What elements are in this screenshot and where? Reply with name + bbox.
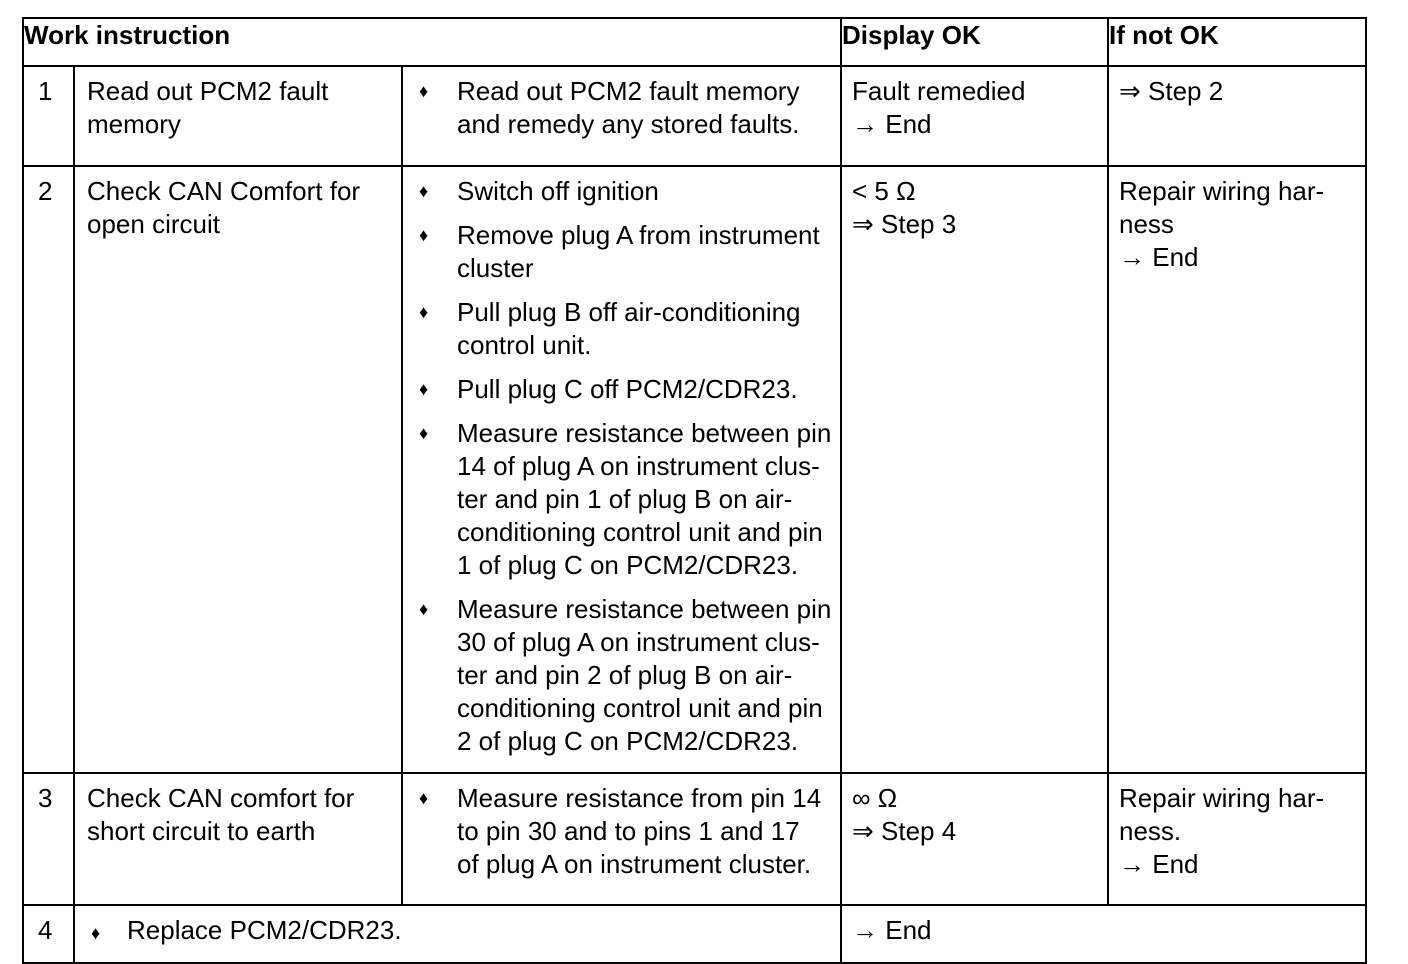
bullet-icon: ♦ — [419, 181, 429, 201]
header-if-not-ok: If not OK — [1108, 18, 1366, 66]
table-row — [23, 66, 1366, 166]
step-actions — [402, 773, 841, 905]
list-item: ♦ Pull plug C off PCM2/CDR23. — [415, 373, 832, 406]
list-item: ♦ Remove plug A from instrument cluster — [415, 219, 832, 285]
display-ok-cell: Fault remedied → End — [841, 66, 1108, 166]
if-not-ok-cell: Repair wiring har- ness. → End — [1108, 773, 1366, 905]
list-item: ♦ Measure resistance from pin 14 to pin 30 and to pins 1 and 17 of plug A on instrument cluster. — [415, 782, 832, 881]
bullet-icon: ♦ — [419, 302, 429, 322]
bullet-icon: ♦ — [91, 923, 101, 943]
step-description: Read out PCM2 fault memory — [74, 66, 402, 166]
bullet-icon: ♦ — [419, 379, 429, 399]
step-text: Replace PCM2/CDR23. — [127, 915, 402, 945]
table-row — [23, 166, 1366, 773]
step-number: 1 — [23, 66, 74, 166]
step-number: 3 — [23, 773, 74, 905]
header-row — [23, 18, 1366, 66]
step-description: Check CAN Comfort for open circuit — [74, 166, 402, 773]
bullet-icon: ♦ — [419, 599, 429, 619]
bullet-icon: ♦ — [419, 225, 429, 245]
bullet-icon: ♦ — [419, 788, 429, 808]
list-item: ♦ Pull plug B off air-conditioning control unit. — [415, 296, 832, 362]
list-item: ♦ Read out PCM2 fault memory and remedy any stored faults. — [415, 75, 832, 141]
list-item: ♦ Measure resistance between pin 14 of plug A on instrument clus- ter and pin 1 of plug B on air- conditioning control unit and pin 1 of plug C on PCM2/CDR23. — [415, 417, 832, 582]
work-instruction-table — [22, 17, 1367, 964]
step-number: 4 — [23, 905, 74, 963]
list-item: ♦ Switch off ignition — [415, 175, 832, 208]
display-ok-cell: → End — [841, 905, 1366, 963]
list-item: ♦ Measure resistance between pin 30 of plug A on instrument clus- ter and pin 2 of plug B on air- conditioning control unit and pin 2 of plug C on PCM2/CDR23. — [415, 593, 832, 758]
step-actions — [402, 166, 841, 773]
bullet-icon: ♦ — [419, 423, 429, 443]
table-row — [23, 905, 1366, 963]
if-not-ok-cell: ⇒ Step 2 — [1108, 66, 1366, 166]
table-row — [23, 773, 1366, 905]
display-ok-cell: ∞ Ω ⇒ Step 4 — [841, 773, 1108, 905]
bullet-icon: ♦ — [419, 81, 429, 101]
header-display-ok: Display OK — [841, 18, 1108, 66]
display-ok-cell: < 5 Ω ⇒ Step 3 — [841, 166, 1108, 773]
if-not-ok-cell: Repair wiring har- ness → End — [1108, 166, 1366, 773]
step-actions — [402, 66, 841, 166]
step-actions — [74, 905, 841, 963]
step-number: 2 — [23, 166, 74, 773]
step-description: Check CAN comfort for short circuit to earth — [74, 773, 402, 905]
header-work-instruction: Work instruction — [23, 18, 841, 66]
